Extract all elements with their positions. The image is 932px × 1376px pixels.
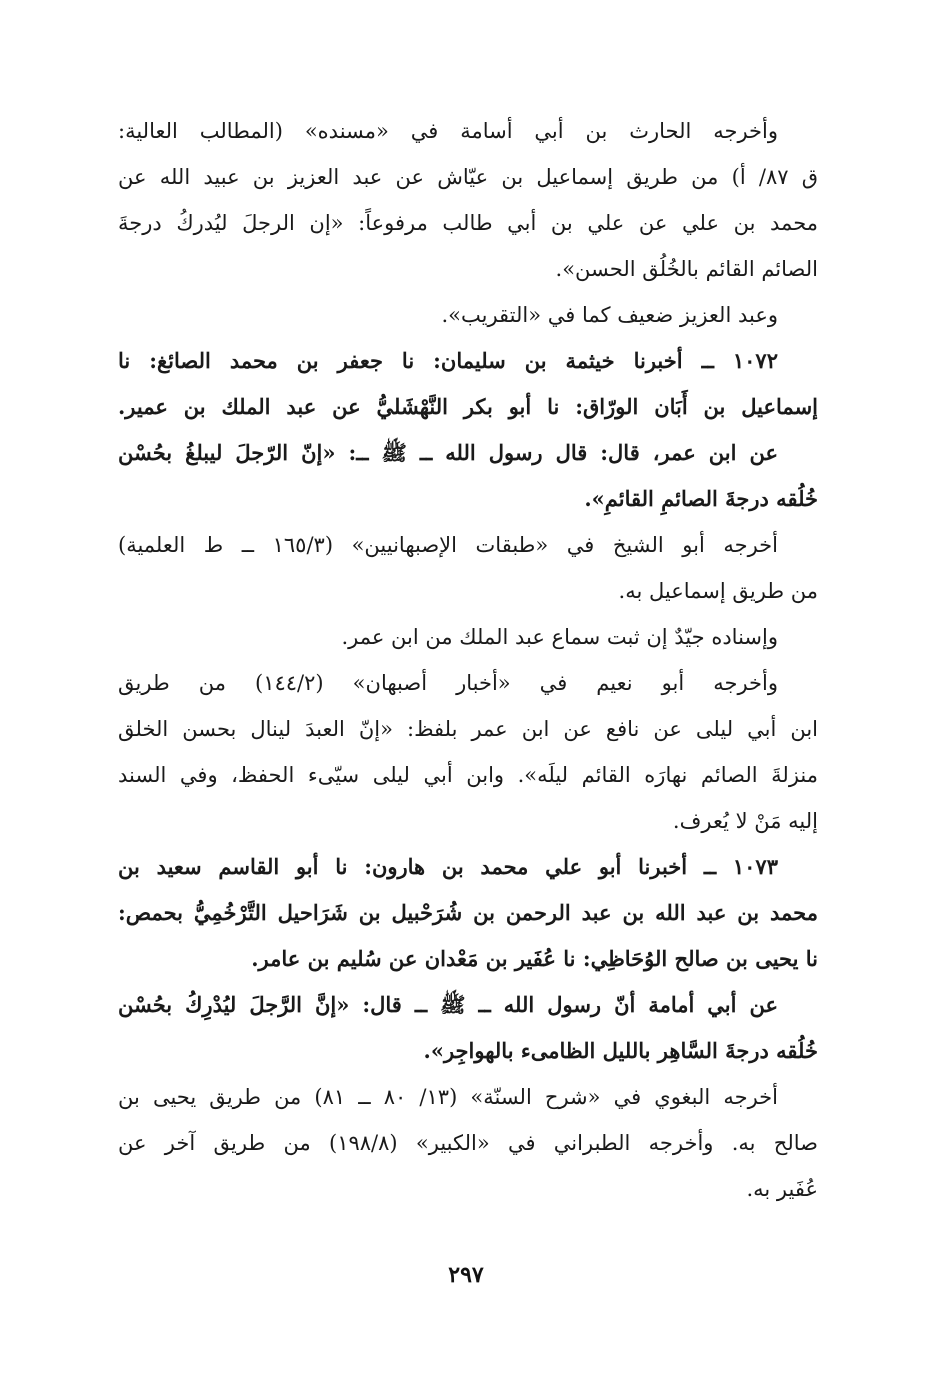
- paragraph-line: الصائم القائم بالخُلُق الحسن».: [555, 257, 818, 281]
- page-number: ٢٩٧: [448, 1262, 484, 1288]
- paragraph-line: من طريق إسماعيل به.: [618, 579, 818, 603]
- paragraph-line: منزلةَ الصائم نهارَه القائم ليلَه». وابن أبي ليلى سيّىء الحفظ، وفي السند: [118, 763, 818, 787]
- body-text: [118, 108, 818, 1212]
- hadith-isnad-line: نا يحيى بن صالح الوُحَاظِي: نا عُفَير بن مَعْدان عن سُليم بن عامر.: [251, 946, 818, 971]
- paragraph-line: وأخرجه الحارث بن أبي أسامة في «مسنده» (المطالب العالية:: [118, 119, 778, 143]
- paragraph-line: أخرجه البغوي في «شرح السنّة» (١٣/ ٨٠ ــ ٨١) من طريق يحيى بن: [118, 1085, 779, 1109]
- hadith-isnad-line: محمد بن عبد الله بن عبد الرحمن بن شُرَحْبيل بن شَرَاحيل التَّرْخُمِيُّ بحمص:: [118, 900, 818, 925]
- paragraph-line: وأخرجه أبو نعيم في «أخبار أصبهان» (١٤٤/٢) من طريق: [118, 671, 779, 695]
- paragraph-line: إليه مَنْ لا يُعرف.: [672, 809, 818, 833]
- hadith-isnad-line: إسماعيل بن أَبَان الورّاق: نا أبو بكر النَّهْشَليُّ عن عبد الملك بن عمير.: [118, 394, 818, 419]
- hadith-matn-line: خُلُقه درجةَ الصائمِ القائمِ».: [584, 486, 818, 511]
- paragraph-line: عُفَير به.: [746, 1177, 818, 1201]
- hadith-isnad-line: ١٠٧٢ ــ أخبرنا خيثمة بن سليمان: نا جعفر بن محمد الصائغ: نا: [118, 348, 778, 373]
- hadith-matn-line: عن أبي أمامة أنّ رسول الله ــ ﷺ ــ قال: «إنَّ الرَّجلَ ليُدْرِكُ بحُسْن: [118, 992, 778, 1017]
- paragraph-line: وعبد العزيز ضعيف كما في «التقريب».: [441, 303, 778, 327]
- hadith-isnad-line: ١٠٧٣ ــ أخبرنا أبو علي محمد بن هارون: نا أبو القاسم سعيد بن: [118, 854, 778, 879]
- paragraph-line: أخرجه أبو الشيخ في «طبقات الإصبهانيين» (١٦٥/٣ ــ ط العلمية): [118, 533, 778, 557]
- hadith-matn-line: خُلُقه درجةَ السَّاهِر بالليل الظامىء بالهواجِر».: [423, 1038, 818, 1063]
- hadith-matn-line: عن ابن عمر، قال: قال رسول الله ــ ﷺ ــ: «إنّ الرّجلَ ليبلغُ بحُسْن: [118, 440, 778, 465]
- paragraph-line: صالح به. وأخرجه الطبراني في «الكبير» (١٩٨/٨) من طريق آخر عن: [118, 1131, 818, 1155]
- paragraph-line: محمد بن علي عن علي بن أبي طالب مرفوعاً: «إن الرجلَ ليُدركُ درجةَ: [118, 211, 818, 235]
- paragraph-line: ق ٨٧/ أ) من طريق إسماعيل بن عيّاش عن عبد العزيز بن عبيد الله عن: [118, 165, 818, 189]
- paragraph-line: وإسناده جيّدٌ إن ثبت سماع عبد الملك من ابن عمر.: [341, 625, 778, 649]
- paragraph-line: ابن أبي ليلى عن نافع عن ابن عمر بلفظ: «إنّ العبدَ لينال بحسن الخلق: [118, 717, 818, 741]
